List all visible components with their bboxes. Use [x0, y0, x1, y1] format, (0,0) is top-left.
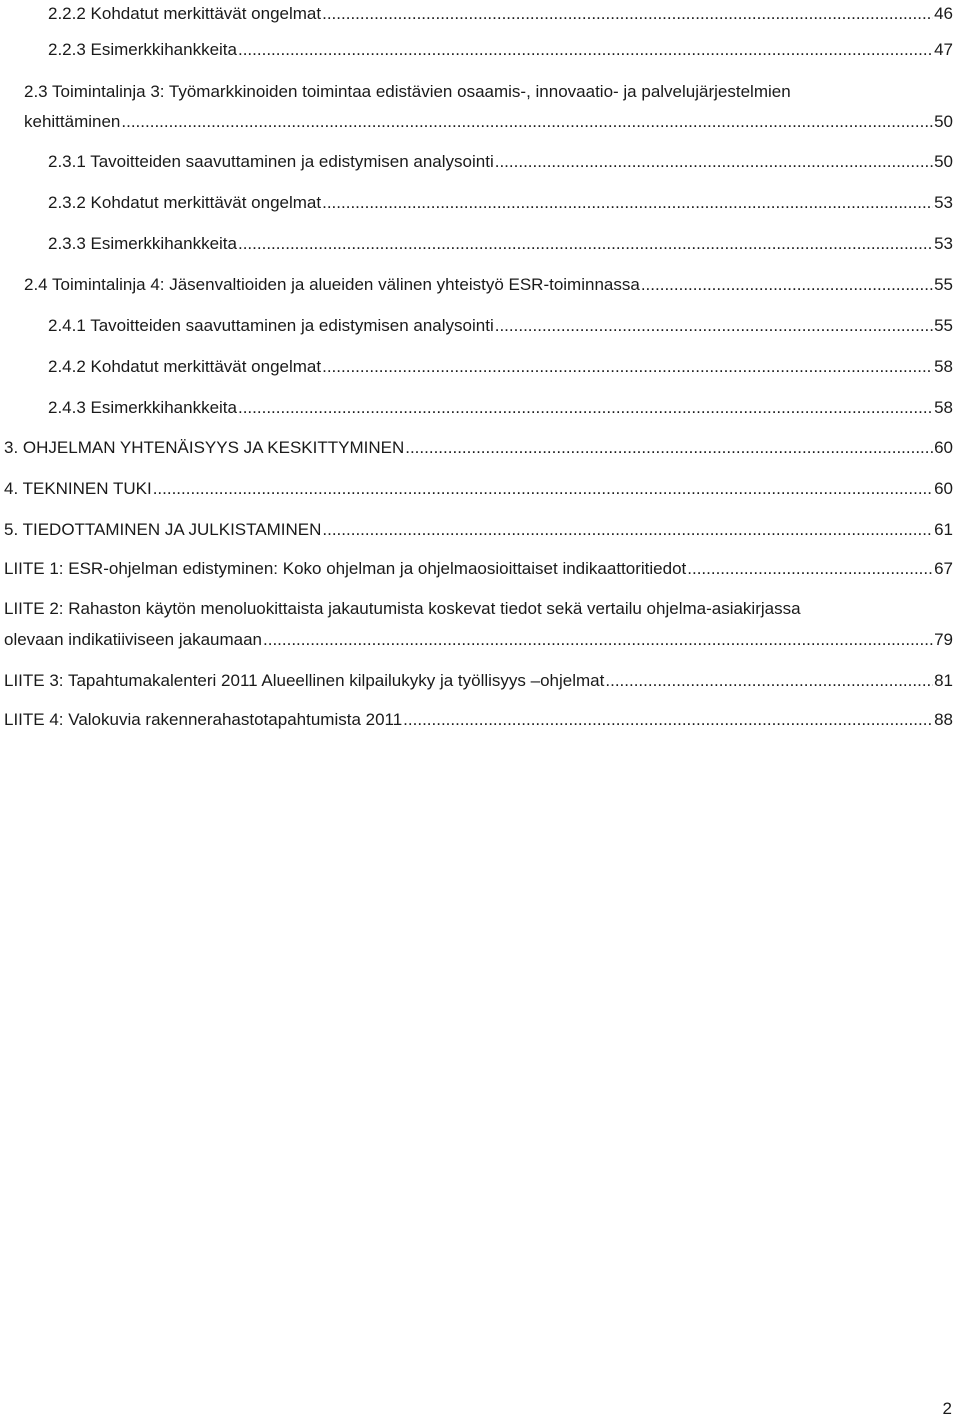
toc-entry-page: 58: [934, 357, 953, 376]
toc-entry-page: 50: [934, 112, 953, 131]
toc-entry[interactable]: [0, 519, 960, 541]
toc-entry-page: 81: [934, 671, 953, 690]
toc-leader-dots: [322, 356, 933, 378]
toc-entry-page: 53: [934, 234, 953, 253]
toc-entry[interactable]: [0, 598, 960, 658]
toc-entry[interactable]: [0, 437, 960, 459]
toc-entry-title: 2.4 Toimintalinja 4: Jäsenvaltioiden ja alueiden välinen yhteistyö ESR-toiminnassa: [24, 275, 640, 294]
toc-entry-page: 50: [934, 152, 953, 171]
toc-entry-page: 60: [934, 479, 953, 498]
toc-entry[interactable]: [0, 39, 960, 61]
toc-entry-title: LIITE 1: ESR-ohjelman edistyminen: Koko ohjelman ja ohjelmaosioittaiset indikaattoritiedot: [4, 559, 687, 578]
toc-entry[interactable]: [0, 670, 960, 692]
toc-entry-title: 2.4.3 Esimerkkihankkeita: [48, 398, 237, 417]
toc-entry-page: 88: [934, 710, 953, 729]
toc-entry-title: 2.3.2 Kohdatut merkittävät ongelmat: [48, 193, 322, 212]
toc-entry[interactable]: [0, 81, 960, 141]
toc-entry-page: 46: [934, 4, 953, 23]
toc-entry-title: kehittäminen: [24, 112, 121, 131]
toc-leader-dots: [687, 558, 933, 580]
toc-leader-dots: [153, 478, 933, 500]
toc-entry[interactable]: [0, 315, 960, 337]
toc-leader-dots: [403, 709, 933, 731]
toc-leader-dots: [605, 670, 933, 692]
toc-entry-title-first-line: 2.3 Toimintalinja 3: Työmarkkinoiden toimintaa edistävien osaamis-, innovaatio- ja palvelujärjestelmien: [24, 82, 791, 101]
toc-entry-page: 47: [934, 40, 953, 59]
toc-leader-dots: [238, 39, 933, 61]
toc-entry-title: 5. TIEDOTTAMINEN JA JULKISTAMINEN: [4, 520, 322, 539]
toc-entry[interactable]: [0, 709, 960, 731]
toc-entry-page: 67: [934, 559, 953, 578]
toc-entry-title: 2.2.3 Esimerkkihankkeita: [48, 40, 237, 59]
toc-entry[interactable]: [0, 397, 960, 419]
toc-entry-page: 55: [934, 275, 953, 294]
toc-entry-page: 55: [934, 316, 953, 335]
toc-leader-dots: [121, 111, 933, 133]
toc-entry-title: 2.3.1 Tavoitteiden saavuttaminen ja edistymisen analysointi: [48, 152, 494, 171]
toc-entry[interactable]: [0, 356, 960, 378]
toc-entry[interactable]: [0, 478, 960, 500]
toc-entry-title: 2.3.3 Esimerkkihankkeita: [48, 234, 237, 253]
page-number: 2: [942, 1399, 952, 1418]
toc-leader-dots: [238, 397, 933, 419]
toc-entry[interactable]: [0, 558, 960, 580]
toc-leader-dots: [322, 3, 933, 25]
toc-leader-dots: [405, 437, 933, 459]
toc-entry[interactable]: [0, 151, 960, 173]
toc-entry-title: LIITE 4: Valokuvia rakennerahastotapahtumista 2011: [4, 710, 403, 729]
toc-entry-title: 2.4.2 Kohdatut merkittävät ongelmat: [48, 357, 322, 376]
toc-entry[interactable]: [0, 233, 960, 255]
toc-entry-title: 2.2.2 Kohdatut merkittävät ongelmat: [48, 4, 322, 23]
toc-entry[interactable]: [0, 192, 960, 214]
toc-entry-page: 58: [934, 398, 953, 417]
toc-entry-title: 3. OHJELMAN YHTENÄISYYS JA KESKITTYMINEN: [4, 438, 405, 457]
toc-leader-dots: [495, 151, 933, 173]
toc-entry-page: 61: [934, 520, 953, 539]
toc-leader-dots: [238, 233, 933, 255]
toc-entry-title: 2.4.1 Tavoitteiden saavuttaminen ja edistymisen analysointi: [48, 316, 494, 335]
toc-leader-dots: [322, 519, 933, 541]
toc-entry-title: 4. TEKNINEN TUKI: [4, 479, 152, 498]
toc-entry[interactable]: [0, 274, 960, 296]
toc-entry-page: 79: [934, 630, 953, 649]
toc-entry-title: olevaan indikatiiviseen jakaumaan: [4, 630, 262, 649]
toc-leader-dots: [322, 192, 933, 214]
toc-entry[interactable]: [0, 3, 960, 25]
toc-entry-title-first-line: LIITE 2: Rahaston käytön menoluokittaista jakautumista koskevat tiedot sekä vertailu ohjelma-asiakirjassa: [4, 599, 801, 618]
toc-entry-title: LIITE 3: Tapahtumakalenteri 2011 Alueellinen kilpailukyky ja työllisyys –ohjelmat: [4, 671, 605, 690]
toc-leader-dots: [263, 629, 933, 651]
toc-entry-page: 60: [934, 438, 953, 457]
toc-leader-dots: [495, 315, 933, 337]
toc-entry-page: 53: [934, 193, 953, 212]
toc-leader-dots: [641, 274, 933, 296]
